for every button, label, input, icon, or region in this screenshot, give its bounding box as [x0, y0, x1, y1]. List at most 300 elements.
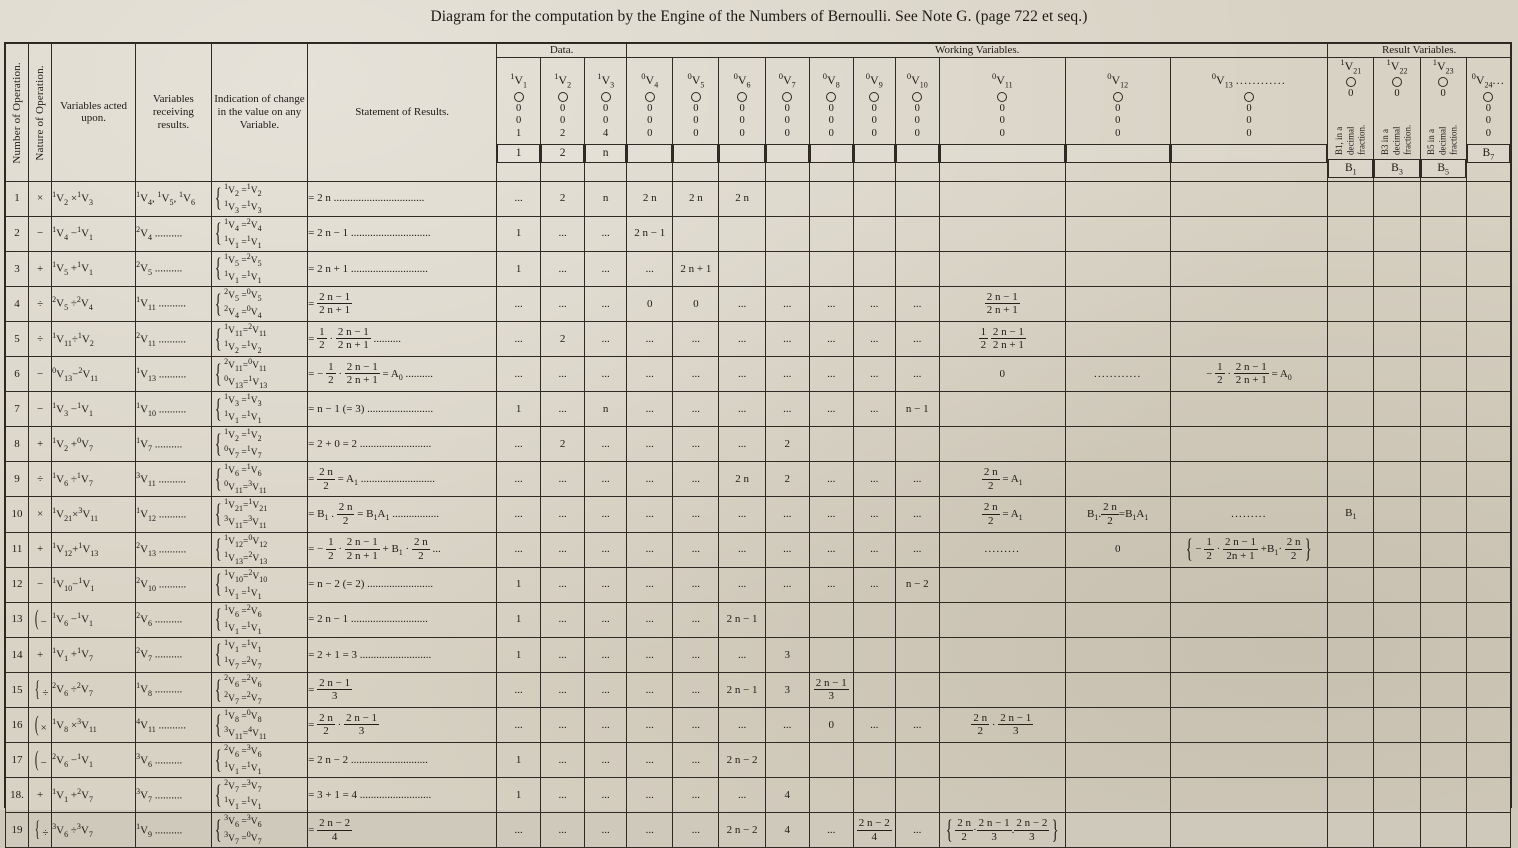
- cell-V24: [1466, 181, 1510, 216]
- table-row: [6, 462, 1511, 497]
- row-number: 17: [6, 743, 29, 778]
- cell-V23: [1420, 286, 1466, 321]
- cell-V2: ...: [541, 602, 585, 637]
- row-operation: ( ×: [29, 708, 52, 743]
- cell-V10: [895, 637, 939, 672]
- cell-V4: 0: [627, 286, 673, 321]
- cell-V2: ...: [541, 286, 585, 321]
- header-var-V11: $^0V_{11}$ 0 0 0: [939, 57, 1065, 181]
- row-indication: { $^1V_3 =^1V_3$ $^1V_1 =^1V_1$: [211, 392, 308, 427]
- row-receiving: $^2V_4$ ..........: [136, 216, 212, 251]
- cell-V3: ...: [585, 321, 627, 356]
- table-row: [6, 602, 1511, 637]
- row-statement: = 2 n + 1 ............................: [308, 251, 497, 286]
- cell-V6: ...: [719, 567, 765, 602]
- cell-V22: [1374, 251, 1420, 286]
- cell-V5: ...: [673, 462, 719, 497]
- cell-V24: [1466, 427, 1510, 462]
- row-indication: { $^2V_{11}=^0V_{11}$ $^0V_{13}=^1V_{13}$: [211, 357, 308, 392]
- row-operation: +: [29, 778, 52, 813]
- frac-num: 2 n − 2: [858, 816, 890, 829]
- cell-V2: ...: [541, 357, 585, 392]
- row-number: 15: [6, 672, 29, 707]
- cell-V21: [1328, 602, 1374, 637]
- circle-icon: [826, 92, 836, 102]
- cell-V10: [895, 216, 939, 251]
- cell-V24: [1466, 743, 1510, 778]
- cell-V8: [809, 637, 853, 672]
- row-operation: +: [29, 637, 52, 672]
- cell-V11: [939, 251, 1065, 286]
- row-operation: ÷: [29, 462, 52, 497]
- cell-V7: ...: [765, 497, 809, 532]
- row-acted-upon: $^1V_1 +^1V_7$: [52, 637, 136, 672]
- row-acted-upon: $^1V_3 -^1V_1$: [52, 392, 136, 427]
- row-number: 19: [6, 813, 29, 848]
- cell-V22: [1374, 567, 1420, 602]
- cell-V1: ...: [497, 813, 541, 848]
- cell-V8: ...: [809, 497, 853, 532]
- cell-V2: ...: [541, 392, 585, 427]
- cell-V4: ...: [627, 392, 673, 427]
- cell-V21: [1328, 462, 1374, 497]
- row-statement: = − $\frac{1}{2}$ · $\frac{2 n - 1}{2 n + 1}$ = $A_0$ ..........: [308, 357, 497, 392]
- table-row: [6, 216, 1511, 251]
- row-statement: = 3 + 1 = 4 ..........................: [308, 778, 497, 813]
- cell-V22: [1374, 357, 1420, 392]
- cell-V21: [1328, 813, 1374, 848]
- frac-num: 2 n − 1: [319, 290, 351, 303]
- value-box-V21: $B_1$: [1328, 159, 1373, 178]
- row-number: 8: [6, 427, 29, 462]
- cell-V6: ...: [719, 637, 765, 672]
- cell-V23: [1420, 743, 1466, 778]
- cell-V13: [1170, 637, 1328, 672]
- circle-icon: [869, 92, 879, 102]
- cell-V11: [939, 181, 1065, 216]
- row-receiving: $^1V_{13}$ ..........: [136, 357, 212, 392]
- frac-den: 2 n + 1: [986, 304, 1018, 317]
- cell-V10: [895, 427, 939, 462]
- cell-V5: ...: [673, 427, 719, 462]
- value-box-V5: [673, 144, 718, 163]
- cell-V12: [1065, 321, 1170, 356]
- header-var-V7: $^0V_7$ 0 0 0: [765, 57, 809, 181]
- cell-V23: [1420, 708, 1466, 743]
- cell-V22: [1374, 497, 1420, 532]
- cell-V12: [1065, 181, 1170, 216]
- cell-V10: [895, 743, 939, 778]
- frac-den: 3: [828, 690, 834, 703]
- cell-V10: n − 1: [895, 392, 939, 427]
- value-box-V10: [896, 144, 939, 163]
- cell-V8: ...: [809, 532, 853, 567]
- row-operation: +: [29, 251, 52, 286]
- row-operation: { ÷: [29, 813, 52, 848]
- cell-V13: [1170, 181, 1328, 216]
- cell-V23: [1420, 532, 1466, 567]
- cell-V10: ...: [895, 286, 939, 321]
- cell-V6: 2 n − 1: [719, 602, 765, 637]
- cell-V12: [1065, 672, 1170, 707]
- frac-num: 2 n − 1: [319, 676, 351, 689]
- cell-V10: n − 2: [895, 567, 939, 602]
- row-operation: { ÷: [29, 672, 52, 707]
- table-row: [6, 637, 1511, 672]
- header-statement-of-results: Statement of Results.: [308, 44, 497, 182]
- cell-V1: ...: [497, 181, 541, 216]
- row-receiving: $^2V_7$ ..........: [136, 637, 212, 672]
- cell-V10: ...: [895, 497, 939, 532]
- cell-V24: [1466, 251, 1510, 286]
- cell-V6: [719, 251, 765, 286]
- row-receiving: $^1V_7$ ..........: [136, 427, 212, 462]
- row-receiving: $^1V_{10}$ ..........: [136, 392, 212, 427]
- cell-V3: ...: [585, 637, 627, 672]
- cell-V11: [939, 602, 1065, 637]
- row-acted-upon: $^2V_5 \div^2V_4$: [52, 286, 136, 321]
- row-receiving: $^1V_{11}$ ..........: [136, 286, 212, 321]
- circle-icon: [997, 92, 1007, 102]
- cell-V23: [1420, 778, 1466, 813]
- cell-V6: 2 n: [719, 462, 765, 497]
- cell-V5: ...: [673, 672, 719, 707]
- cell-V21: [1328, 427, 1374, 462]
- cell-V8: [809, 181, 853, 216]
- header-variables-receiving: Variables receiving results.: [136, 44, 212, 182]
- cell-V5: ...: [673, 813, 719, 848]
- row-indication: { $^2V_6 =^2V_6$ $^2V_7 =^2V_7$: [211, 672, 308, 707]
- table-row: [6, 286, 1511, 321]
- row-acted-upon: $^1V_{11}\div^1V_2$: [52, 321, 136, 356]
- row-operation: ( −: [29, 743, 52, 778]
- cell-V8: 0: [809, 708, 853, 743]
- cell-V22: [1374, 672, 1420, 707]
- header-var-V21-label: B1, in a decimal fraction.: [1333, 124, 1367, 155]
- cell-V3: ...: [585, 216, 627, 251]
- cell-V8: ...: [809, 286, 853, 321]
- cell-V1: 1: [497, 567, 541, 602]
- cell-V11: .........: [939, 532, 1065, 567]
- cell-V11: [939, 637, 1065, 672]
- cell-V10: ...: [895, 532, 939, 567]
- cell-V2: ...: [541, 743, 585, 778]
- cell-V13: [1170, 286, 1328, 321]
- cell-V12: [1065, 778, 1170, 813]
- cell-V3: ...: [585, 743, 627, 778]
- cell-V8: ...: [809, 567, 853, 602]
- cell-V6: 2 n − 2: [719, 743, 765, 778]
- cell-V4: ...: [627, 637, 673, 672]
- cell-V22: [1374, 778, 1420, 813]
- cell-V5: ...: [673, 392, 719, 427]
- row-operation: +: [29, 532, 52, 567]
- cell-V21: [1328, 321, 1374, 356]
- cell-V9: [853, 181, 895, 216]
- cell-V9: ...: [853, 392, 895, 427]
- row-number: 6: [6, 357, 29, 392]
- row-number: 18.: [6, 778, 29, 813]
- value-box-V24: $B_7$: [1467, 144, 1510, 163]
- row-acted-upon: $^1V_2 +^0V_7$: [52, 427, 136, 462]
- cell-V11: { $\frac{2 n}{2}$ · $\frac{2 n - 1}{3}$ . $\frac{2 n - 2}{3}$ }: [939, 813, 1065, 848]
- cell-V2: ...: [541, 567, 585, 602]
- cell-V12: [1065, 392, 1170, 427]
- row-indication: { $^2V_6 =^3V_6$ $^1V_1 =^1V_1$: [211, 743, 308, 778]
- cell-V23: [1420, 637, 1466, 672]
- header-var-V21: $^1V_{21}$ 0 B1, in a decimal fraction. $B_1$: [1328, 57, 1374, 181]
- row-acted-upon: $^1V_8 \times^3V_{11}$: [52, 708, 136, 743]
- header-var-V2: $^1V_2$ 0 0 2 2: [541, 57, 585, 181]
- cell-V13: [1170, 672, 1328, 707]
- row-number: 11: [6, 532, 29, 567]
- cell-V9: [853, 251, 895, 286]
- cell-V1: 1: [497, 251, 541, 286]
- cell-V2: ...: [541, 497, 585, 532]
- row-acted-upon: $^1V_{21}\times^3V_{11}$: [52, 497, 136, 532]
- row-operation: −: [29, 392, 52, 427]
- cell-V5: 2 n: [673, 181, 719, 216]
- cell-V23: [1420, 392, 1466, 427]
- row-number: 2: [6, 216, 29, 251]
- row-statement: = $\frac{2 n - 1}{3}$: [308, 672, 497, 707]
- cell-V3: n: [585, 181, 627, 216]
- cell-V7: [765, 743, 809, 778]
- cell-V5: ...: [673, 743, 719, 778]
- row-statement: = n − 1 (= 3) ........................: [308, 392, 497, 427]
- header-var-V3: $^1V_3$ 0 0 4 n: [585, 57, 627, 181]
- row-number: 1: [6, 181, 29, 216]
- cell-V1: 1: [497, 637, 541, 672]
- cell-V23: [1420, 321, 1466, 356]
- row-receiving: $^1V_{12}$ ..........: [136, 497, 212, 532]
- cell-V13: [1170, 602, 1328, 637]
- row-receiving: $^1V_9$ ..........: [136, 813, 212, 848]
- header-var-V22: $^1V_{22}$ 0 B3 in a decimal fraction. $B_3$: [1374, 57, 1420, 181]
- cell-V4: 2 n: [627, 181, 673, 216]
- table-row: [6, 672, 1511, 707]
- row-indication: { $^1V_5 =^2V_5$ $^1V_1 =^1V_1$: [211, 251, 308, 286]
- cell-V7: ...: [765, 708, 809, 743]
- cell-V11: [939, 427, 1065, 462]
- row-indication: { $^1V_1 =^1V_1$ $^1V_7 =^2V_7$: [211, 637, 308, 672]
- cell-V11: $\frac{2 n}{2}$ = $A_1$: [939, 497, 1065, 532]
- cell-V4: ...: [627, 778, 673, 813]
- cell-V7: ...: [765, 567, 809, 602]
- cell-V6: 2 n: [719, 181, 765, 216]
- cell-V1: ...: [497, 286, 541, 321]
- cell-V11: [939, 392, 1065, 427]
- row-receiving: $^3V_{11}$ ..........: [136, 462, 212, 497]
- cell-V9: ...: [853, 321, 895, 356]
- cell-V2: ...: [541, 778, 585, 813]
- cell-V11: $\frac{2 n}{2}$ = $A_1$: [939, 462, 1065, 497]
- row-indication: { $^2V_7 =^3V_7$ $^1V_1 =^1V_1$: [211, 778, 308, 813]
- cell-V13: [1170, 251, 1328, 286]
- cell-V12: [1065, 427, 1170, 462]
- cell-V11: 0: [939, 357, 1065, 392]
- cell-V21: [1328, 567, 1374, 602]
- cell-V24: [1466, 778, 1510, 813]
- cell-V9: ...: [853, 497, 895, 532]
- table-row: [6, 778, 1511, 813]
- cell-V24: [1466, 567, 1510, 602]
- table-row: [6, 181, 1511, 216]
- cell-V11: [939, 743, 1065, 778]
- cell-V10: [895, 602, 939, 637]
- cell-V12: [1065, 813, 1170, 848]
- header-group-row: [6, 44, 1511, 58]
- header-var-V12: $^0V_{12}$ 0 0 0: [1065, 57, 1170, 181]
- row-receiving: $^2V_5$ ..........: [136, 251, 212, 286]
- row-operation: −: [29, 357, 52, 392]
- cell-V7: [765, 181, 809, 216]
- cell-V8: [809, 602, 853, 637]
- cell-V6: [719, 216, 765, 251]
- table-row: [6, 532, 1511, 567]
- cell-V6: ...: [719, 392, 765, 427]
- row-acted-upon: $^1V_4 -^1V_1$: [52, 216, 136, 251]
- cell-V4: ...: [627, 321, 673, 356]
- cell-V4: ...: [627, 743, 673, 778]
- cell-V3: ...: [585, 778, 627, 813]
- header-group-data: Data.: [497, 44, 627, 58]
- diagram-table-wrapper: [4, 42, 1512, 847]
- cell-V13: [1170, 813, 1328, 848]
- circle-icon: [1392, 77, 1402, 87]
- row-acted-upon: $^1V_1 +^2V_7$: [52, 778, 136, 813]
- cell-V8: [809, 216, 853, 251]
- cell-V22: [1374, 321, 1420, 356]
- cell-V7: 3: [765, 637, 809, 672]
- cell-V12: [1065, 286, 1170, 321]
- cell-V6: ...: [719, 357, 765, 392]
- cell-V7: ...: [765, 357, 809, 392]
- cell-V7: ...: [765, 392, 809, 427]
- row-number: 5: [6, 321, 29, 356]
- cell-V13: { − $\frac{1}{2}$ · $\frac{2 n - 1}{2n + 1}$ $+B_1\cdot$ $\frac{2 n}{2}$ }: [1170, 532, 1328, 567]
- row-number: 12: [6, 567, 29, 602]
- cell-V13: [1170, 427, 1328, 462]
- cell-V3: ...: [585, 286, 627, 321]
- frac-num: 2 n − 1: [815, 676, 847, 689]
- cell-V12: [1065, 216, 1170, 251]
- row-receiving: $^2V_6$ ..........: [136, 602, 212, 637]
- cell-V10: [895, 181, 939, 216]
- cell-V12: 0: [1065, 532, 1170, 567]
- cell-V10: ...: [895, 357, 939, 392]
- frac-den: 3: [331, 690, 338, 703]
- header-nature-of-operation: Nature of Operation.: [29, 44, 52, 182]
- header-var-V23-label: B5 in a decimal fraction.: [1426, 124, 1459, 155]
- cell-V2: ...: [541, 672, 585, 707]
- cell-V11: $\frac{1}{2}$ $\frac{2 n - 1}{2 n + 1}$: [939, 321, 1065, 356]
- header-number-of-operation: Number of Operation.: [6, 44, 29, 182]
- cell-V12: $B_1$. $\frac{2 n}{2}$ $=B_1A_1$: [1065, 497, 1170, 532]
- cell-V6: ...: [719, 286, 765, 321]
- row-indication: { $^1V_4 =^2V_4$ $^1V_1 =^1V_1$: [211, 216, 308, 251]
- circle-icon: [1346, 77, 1356, 87]
- cell-V4: ...: [627, 672, 673, 707]
- cell-V2: ...: [541, 637, 585, 672]
- cell-V5: ...: [673, 708, 719, 743]
- cell-V10: [895, 672, 939, 707]
- row-acted-upon: $^1V_{12}+^1V_{13}$: [52, 532, 136, 567]
- cell-V23: [1420, 672, 1466, 707]
- cell-V22: [1374, 708, 1420, 743]
- cell-V9: [853, 778, 895, 813]
- cell-V21: $B_1$: [1328, 497, 1374, 532]
- cell-V11: [939, 567, 1065, 602]
- row-receiving: $^2V_{11}$ ..........: [136, 321, 212, 356]
- cell-V24: [1466, 321, 1510, 356]
- cell-V6: ...: [719, 321, 765, 356]
- cell-V3: ...: [585, 602, 627, 637]
- cell-V7: 4: [765, 813, 809, 848]
- cell-V21: [1328, 392, 1374, 427]
- cell-V3: n: [585, 392, 627, 427]
- cell-V4: ...: [627, 427, 673, 462]
- cell-V21: [1328, 357, 1374, 392]
- circle-icon: [1483, 92, 1493, 102]
- cell-V1: ...: [497, 532, 541, 567]
- circle-icon: [1438, 77, 1448, 87]
- row-number: 16: [6, 708, 29, 743]
- cell-V1: ...: [497, 357, 541, 392]
- row-statement: = n − 2 (= 2) ........................: [308, 567, 497, 602]
- cell-V13: [1170, 778, 1328, 813]
- cell-V24: [1466, 392, 1510, 427]
- header-var-V9: $^0V_9$ 0 0 0: [853, 57, 895, 181]
- row-acted-upon: $^1V_{10}-^1V_1$: [52, 567, 136, 602]
- row-acted-upon: $^0V_{13}-^2V_{11}$: [52, 357, 136, 392]
- row-indication: { $^1V_6 =^1V_6$ $^0V_{11}=^3V_{11}$: [211, 462, 308, 497]
- value-box-V22: $B_3$: [1374, 159, 1419, 178]
- cell-V1: 1: [497, 743, 541, 778]
- row-operation: ( −: [29, 602, 52, 637]
- row-indication: { $^2V_5 =^0V_5$ $^2V_4 =^0V_4$: [211, 286, 308, 321]
- cell-V9: ...: [853, 462, 895, 497]
- value-box-V7: [766, 144, 809, 163]
- cell-V6: ...: [719, 427, 765, 462]
- cell-V24: [1466, 216, 1510, 251]
- row-statement: = $\frac{1}{2}$ · $\frac{2 n - 1}{2 n + 1}$ ..........: [308, 321, 497, 356]
- cell-V6: ...: [719, 708, 765, 743]
- table-row: [6, 497, 1511, 532]
- cell-V8: [809, 427, 853, 462]
- row-number: 4: [6, 286, 29, 321]
- cell-V21: [1328, 778, 1374, 813]
- cell-V8: [809, 672, 853, 707]
- cell-V5: ...: [673, 532, 719, 567]
- row-acted-upon: $^2V_6 \div^2V_7$: [52, 672, 136, 707]
- cell-V3: ...: [585, 251, 627, 286]
- row-statement: = $\frac{2 n}{2}$ · $\frac{2 n - 1}{3}$: [308, 708, 497, 743]
- cell-V24: [1466, 708, 1510, 743]
- cell-V4: ...: [627, 602, 673, 637]
- cell-V8: ...: [809, 357, 853, 392]
- cell-V22: [1374, 462, 1420, 497]
- header-var-V23: $^1V_{23}$ 0 B5 in a decimal fraction. $B_5$: [1420, 57, 1466, 181]
- cell-V10: ...: [895, 462, 939, 497]
- page-title: Diagram for the computation by the Engine of the Numbers of Bernoulli. See Note G. (page 722 et seq.): [430, 8, 1088, 25]
- cell-V6: 2 n − 2: [719, 813, 765, 848]
- cell-V2: ...: [541, 462, 585, 497]
- value-box-V9: [854, 144, 895, 163]
- cell-V2: ...: [541, 532, 585, 567]
- cell-V7: [765, 251, 809, 286]
- circle-icon: [782, 92, 792, 102]
